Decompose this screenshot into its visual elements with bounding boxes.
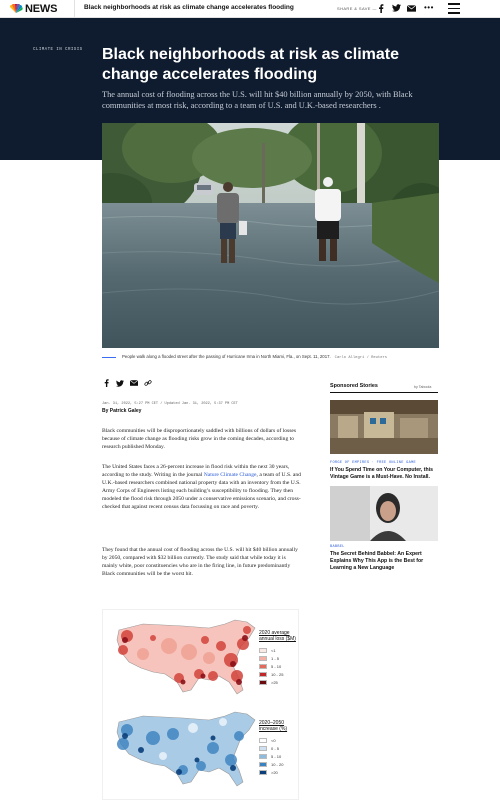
nav-divider xyxy=(74,0,75,18)
more-icon[interactable]: ••• xyxy=(424,3,434,12)
nature-climate-change-link[interactable]: Nature Climate Change xyxy=(203,472,257,478)
map2-legend-swatch xyxy=(259,762,267,767)
map2-legend-item xyxy=(259,754,281,759)
article-photo xyxy=(102,123,439,348)
article-dek: The annual cost of flooding across the U.S. will hit $40 billion annually by 2050, with Black communities at most risk, according to a team of U.S. and U.K.-based researchers . xyxy=(102,90,413,110)
article-byline[interactable]: By Patrick Galey xyxy=(102,408,142,414)
map2-legend-label: 0 - 5 xyxy=(271,746,280,751)
paragraph-2-text-b: , a team of U.S. and U.K.-based researchers combined national property data with an inventory from the U.S. Army Corps of Engineers listing each building’s susceptibility to flooding. They then modeled the flood risk through 2050 under a conservative emissions scenario, and cross-checked that against recent census data focussing on race and poverty. xyxy=(102,472,301,510)
ad-title-1[interactable]: If You Spend Time on Your Computer, this Vintage Game is a Must-Have. No Install. xyxy=(330,467,433,480)
photo-caption xyxy=(122,354,387,360)
article-dates: Jan. 31, 2022, 5:27 PM CET / Updated Jan. 31, 2022, 5:37 PM CET xyxy=(102,402,238,406)
map1-legend-label: 10 - 25 xyxy=(271,672,284,677)
sponsored-stories-heading: Sponsored Stories xyxy=(330,383,378,389)
map2-legend-swatch xyxy=(259,770,267,775)
map1-legend-swatch xyxy=(259,664,267,669)
taboola-attribution[interactable]: by Taboola xyxy=(414,385,432,389)
photo-credit: Carlo Allegri / Reuters xyxy=(334,356,388,360)
map2-legend-swatch xyxy=(259,754,267,759)
ad-source-2[interactable]: BABBEL xyxy=(330,545,345,549)
map1-legend-title: 2020 average annual loss ($M) xyxy=(259,630,296,642)
nbc-news-logo[interactable] xyxy=(9,2,57,16)
twitter-icon[interactable] xyxy=(391,3,401,13)
paragraph-1: Black communities will be disproportionately saddled with billions of dollars of losses because of climate change as flooding risks grow in the coming decades, according to research published Monday. xyxy=(102,428,297,450)
article-headline: Black neighborhoods at risk as climate change accelerates flooding xyxy=(102,46,399,83)
map2-legend-label: 5 - 10 xyxy=(271,754,282,759)
email-icon[interactable] xyxy=(130,379,138,387)
facebook-icon[interactable] xyxy=(376,3,386,13)
link-icon[interactable] xyxy=(144,379,152,387)
facebook-icon[interactable] xyxy=(102,379,110,387)
map2-legend-label: <0 xyxy=(271,738,276,743)
map1-legend-label: 1 - 5 xyxy=(271,656,280,661)
map1-legend-label: <1 xyxy=(271,648,276,653)
flood-risk-maps xyxy=(102,609,299,800)
caption-rule xyxy=(102,357,116,358)
caption-text: People walk along a flooded street after the passing of Hurricane Irma in North Miami, Fla., on Sept. 11, 2017. xyxy=(122,354,331,359)
paragraph-2 xyxy=(102,463,302,511)
map2-legend-label: 10 - 20 xyxy=(271,762,284,767)
map2-legend-item xyxy=(259,746,279,751)
map1-legend-item xyxy=(259,680,278,685)
ad-source-1[interactable]: FORGE OF EMPIRES · FREE ONLINE GAME xyxy=(330,461,416,465)
map1-legend-label: >25 xyxy=(271,680,278,685)
top-nav xyxy=(0,0,500,18)
map1-legend-swatch xyxy=(259,648,267,653)
map1-legend-item xyxy=(259,656,279,661)
map1-legend-swatch xyxy=(259,672,267,677)
map1-legend-item xyxy=(259,672,283,677)
logo-text: NEWS xyxy=(25,3,58,15)
nav-share-icons xyxy=(376,3,421,13)
share-save-button[interactable]: SHARE & SAVE — xyxy=(337,6,377,11)
peacock-icon xyxy=(9,4,23,14)
map2-legend-swatch xyxy=(259,738,267,743)
ad-image-2[interactable] xyxy=(330,486,438,541)
paragraph-2-text-a: The United States faces a 26-percent increase in flood risk within the next 30 years, according to the study. Writing in the journal xyxy=(102,464,290,478)
flooded-street-image xyxy=(102,123,439,348)
map1-legend-swatch xyxy=(259,656,267,661)
sidebar-rule xyxy=(330,392,438,393)
map-increase xyxy=(113,708,263,796)
section-label[interactable]: CLIMATE IN CRISIS xyxy=(33,48,83,52)
map1-legend-item xyxy=(259,664,281,669)
map1-legend-item xyxy=(259,648,276,653)
map2-legend-item xyxy=(259,762,283,767)
map-annual-loss xyxy=(113,616,263,704)
paragraph-3: They found that the annual cost of flooding across the U.S. will hit $40 billion annually by 2050, compared with $32 billion currently. The study said that while today it is mainly white, poor constituencies who are in the firing line, in future predominantly Black communities will be the worst hit. xyxy=(102,547,298,577)
map2-legend-item xyxy=(259,770,278,775)
ad-image-1[interactable] xyxy=(330,400,438,454)
nav-article-title: Black neighborhoods at risk as climate change accelerates flooding xyxy=(84,4,294,11)
map2-legend-label: >20 xyxy=(271,770,278,775)
ad-title-2[interactable]: The Secret Behind Babbel: An Expert Explains Why This App is the Best for Learning a New Language xyxy=(330,551,424,571)
article-share-row xyxy=(102,379,158,387)
map2-legend-item xyxy=(259,738,276,743)
email-icon[interactable] xyxy=(406,3,416,13)
map1-legend-swatch xyxy=(259,680,267,685)
map2-legend-swatch xyxy=(259,746,267,751)
map1-legend-label: 5 - 10 xyxy=(271,664,282,669)
twitter-icon[interactable] xyxy=(116,379,124,387)
menu-icon[interactable] xyxy=(448,3,460,14)
map2-legend-title: 2020–2050 increase (%) xyxy=(259,720,288,732)
